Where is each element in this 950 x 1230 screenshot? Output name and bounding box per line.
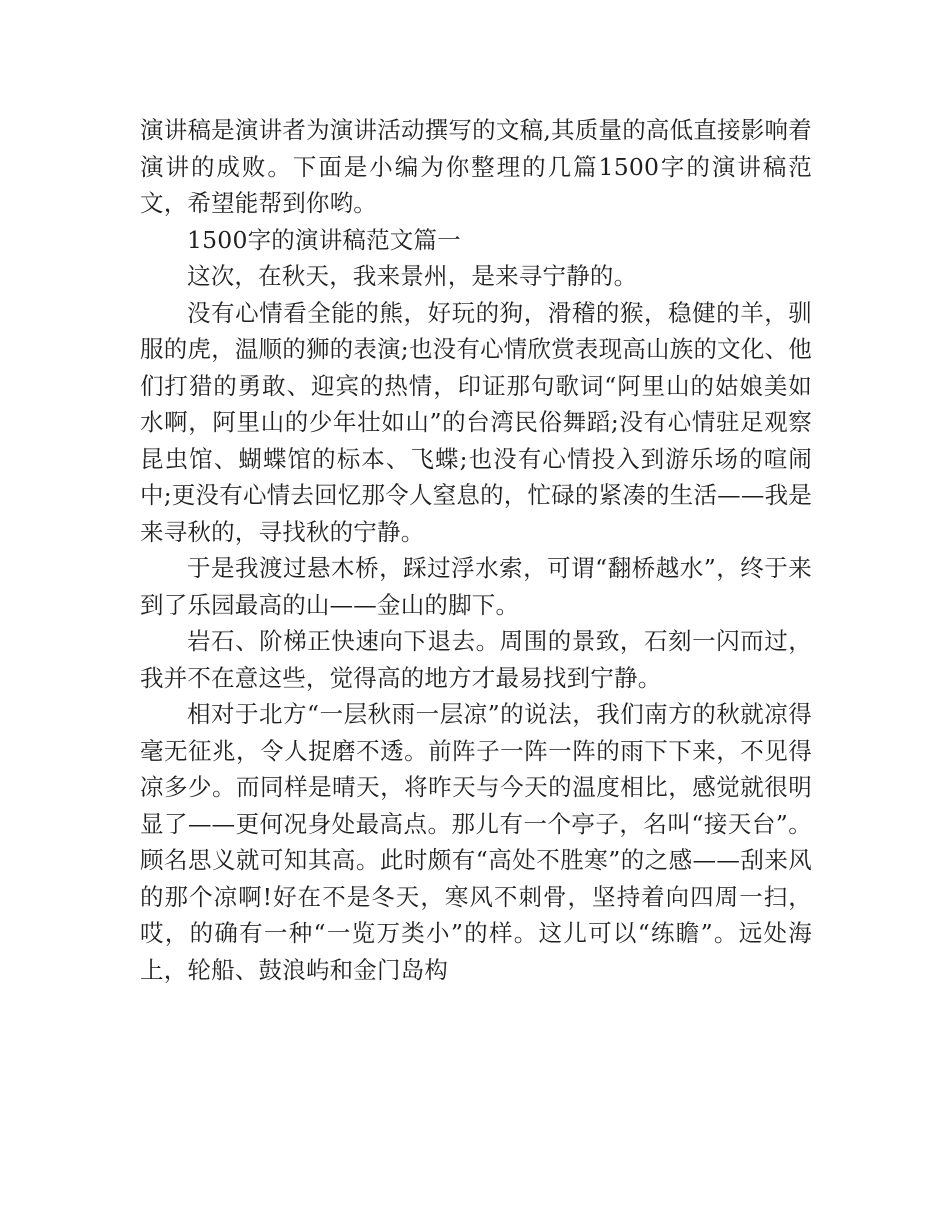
body-paragraph: 岩石、阶梯正快速向下退去。周围的景致，石刻一闪而过，我并不在意这些，觉得高的地方才最易找到宁静。 (140, 627, 812, 692)
body-paragraph: 于是我渡过悬木桥，踩过浮水索，可谓“翻桥越水”，终于来到了乐园最高的山——金山的脚下。 (140, 554, 812, 619)
intro-paragraph: 演讲稿是演讲者为演讲活动撰写的文稿,其质量的高低直接影响着演讲的成败。下面是小编为你整理的几篇1500字的演讲稿范文，希望能帮到你哟。 (140, 116, 812, 217)
body-paragraph: 没有心情看全能的熊，好玩的狗，滑稽的猴，稳健的羊，驯服的虎，温顺的狮的表演;也没有心情欣赏表现高山族的文化、他们打猎的勇敢、迎宾的热情，印证那句歌词“阿里山的姑娘美如水啊，阿里山的少年壮如山”的台湾民俗舞蹈;没有心情驻足观察昆虫馆、蝴蝶馆的标本、飞蝶;也没有心情投入到游乐场的喧闹中;更没有心情去回忆那令人窒息的，忙碌的紧凑的生活——我是来寻秋的，寻找秋的宁静。 (140, 298, 812, 546)
body-paragraph: 相对于北方“一层秋雨一层凉”的说法，我们南方的秋就凉得毫无征兆，令人捉磨不透。前阵子一阵一阵的雨下下来，不见得凉多少。而同样是晴天，将昨天与今天的温度相比，感觉就很明显了——更何况身处最高点。那儿有一个亭子，名叫“接天台”。顾名思义就可知其高。此时颇有“高处不胜寒”的之感——刮来风的那个凉啊!好在不是冬天，寒风不刺骨，坚持着向四周一扫，哎，的确有一种“一览万类小”的样。这儿可以“练瞻”。远处海上，轮船、鼓浪屿和金门岛构 (140, 700, 812, 984)
body-paragraph: 这次，在秋天，我来景州，是来寻宁静的。 (187, 262, 638, 290)
document-page (140, 112, 812, 988)
section-heading: 1500字的演讲稿范文篇一 (187, 225, 461, 254)
